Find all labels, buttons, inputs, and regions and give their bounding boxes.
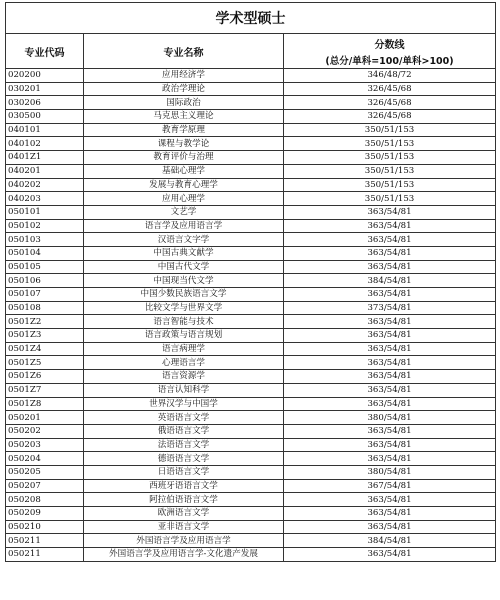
code-cell: 040203 bbox=[6, 192, 84, 206]
name-cell: 语言智能与技术 bbox=[84, 315, 284, 329]
code-cell: 050211 bbox=[6, 548, 84, 562]
score-cell: 363/54/81 bbox=[284, 507, 496, 521]
code-cell: 040202 bbox=[6, 178, 84, 192]
score-cell: 346/48/72 bbox=[284, 69, 496, 83]
header-score-sub: (总分/单科=100/单科>100) bbox=[325, 55, 454, 67]
name-cell: 发展与教育心理学 bbox=[84, 178, 284, 192]
table-title: 学术型硕士 bbox=[6, 3, 496, 34]
code-cell: 050107 bbox=[6, 288, 84, 302]
name-cell: 马克思主义理论 bbox=[84, 110, 284, 124]
table-row bbox=[6, 452, 496, 466]
score-cell: 326/45/68 bbox=[284, 110, 496, 124]
code-cell: 050104 bbox=[6, 246, 84, 260]
code-cell: 050205 bbox=[6, 465, 84, 479]
table-row bbox=[6, 123, 496, 137]
title-row bbox=[6, 3, 496, 34]
name-cell: 中国古代文学 bbox=[84, 260, 284, 274]
name-cell: 语言政策与语言规划 bbox=[84, 329, 284, 343]
score-cell: 373/54/81 bbox=[284, 301, 496, 315]
score-cell: 363/54/81 bbox=[284, 370, 496, 384]
score-cell: 350/51/153 bbox=[284, 151, 496, 165]
score-cell: 326/45/68 bbox=[284, 96, 496, 110]
score-cell: 380/54/81 bbox=[284, 465, 496, 479]
score-cell: 326/45/68 bbox=[284, 82, 496, 96]
header-score-label: 分数线 bbox=[374, 39, 405, 51]
table-row bbox=[6, 465, 496, 479]
code-cell: 0501Z8 bbox=[6, 397, 84, 411]
score-cell: 363/54/81 bbox=[284, 424, 496, 438]
code-cell: 020200 bbox=[6, 69, 84, 83]
code-cell: 0501Z7 bbox=[6, 383, 84, 397]
table-row bbox=[6, 69, 496, 83]
score-cell: 363/54/81 bbox=[284, 383, 496, 397]
score-cell: 363/54/81 bbox=[284, 219, 496, 233]
score-cell: 363/54/81 bbox=[284, 233, 496, 247]
score-table bbox=[5, 2, 496, 562]
table-row bbox=[6, 205, 496, 219]
name-cell: 法语语言文学 bbox=[84, 438, 284, 452]
table-row bbox=[6, 342, 496, 356]
code-cell: 050106 bbox=[6, 274, 84, 288]
score-cell: 363/54/81 bbox=[284, 356, 496, 370]
code-cell: 050207 bbox=[6, 479, 84, 493]
code-cell: 050102 bbox=[6, 219, 84, 233]
code-cell: 050108 bbox=[6, 301, 84, 315]
name-cell: 应用心理学 bbox=[84, 192, 284, 206]
score-cell: 363/54/81 bbox=[284, 520, 496, 534]
name-cell: 中国古典文献学 bbox=[84, 246, 284, 260]
code-cell: 050201 bbox=[6, 411, 84, 425]
code-cell: 0501Z3 bbox=[6, 329, 84, 343]
score-cell: 384/54/81 bbox=[284, 274, 496, 288]
score-cell: 350/51/153 bbox=[284, 178, 496, 192]
name-cell: 语言资源学 bbox=[84, 370, 284, 384]
code-cell: 0501Z6 bbox=[6, 370, 84, 384]
table-row bbox=[6, 356, 496, 370]
code-cell: 030201 bbox=[6, 82, 84, 96]
table-row bbox=[6, 96, 496, 110]
table-row bbox=[6, 82, 496, 96]
name-cell: 俄语语言文学 bbox=[84, 424, 284, 438]
table-body bbox=[6, 69, 496, 562]
score-cell: 380/54/81 bbox=[284, 411, 496, 425]
score-cell: 363/54/81 bbox=[284, 315, 496, 329]
code-cell: 050101 bbox=[6, 205, 84, 219]
code-cell: 030206 bbox=[6, 96, 84, 110]
name-cell: 基础心理学 bbox=[84, 164, 284, 178]
name-cell: 西班牙语语言文学 bbox=[84, 479, 284, 493]
table-row bbox=[6, 164, 496, 178]
name-cell: 教育评价与治理 bbox=[84, 151, 284, 165]
table-row bbox=[6, 233, 496, 247]
table-row bbox=[6, 438, 496, 452]
header-name: 专业名称 bbox=[84, 34, 284, 69]
code-cell: 050208 bbox=[6, 493, 84, 507]
table-row bbox=[6, 219, 496, 233]
code-cell: 040102 bbox=[6, 137, 84, 151]
score-cell: 363/54/81 bbox=[284, 329, 496, 343]
score-cell: 384/54/81 bbox=[284, 534, 496, 548]
name-cell: 阿拉伯语语言文学 bbox=[84, 493, 284, 507]
score-cell: 363/54/81 bbox=[284, 288, 496, 302]
code-cell: 040201 bbox=[6, 164, 84, 178]
name-cell: 课程与教学论 bbox=[84, 137, 284, 151]
score-cell: 363/54/81 bbox=[284, 260, 496, 274]
table-row bbox=[6, 493, 496, 507]
table-row bbox=[6, 520, 496, 534]
score-cell: 363/54/81 bbox=[284, 246, 496, 260]
table-row bbox=[6, 397, 496, 411]
code-cell: 050211 bbox=[6, 534, 84, 548]
name-cell: 比较文学与世界文学 bbox=[84, 301, 284, 315]
name-cell: 汉语言文字学 bbox=[84, 233, 284, 247]
score-cell: 350/51/153 bbox=[284, 137, 496, 151]
table-row bbox=[6, 192, 496, 206]
name-cell: 语言学及应用语言学 bbox=[84, 219, 284, 233]
table-row bbox=[6, 370, 496, 384]
score-cell: 363/54/81 bbox=[284, 438, 496, 452]
score-cell: 363/54/81 bbox=[284, 548, 496, 562]
table-row bbox=[6, 110, 496, 124]
name-cell: 中国少数民族语言文学 bbox=[84, 288, 284, 302]
table-row bbox=[6, 260, 496, 274]
name-cell: 语言认知科学 bbox=[84, 383, 284, 397]
name-cell: 英语语言文学 bbox=[84, 411, 284, 425]
table-row bbox=[6, 383, 496, 397]
table-row bbox=[6, 534, 496, 548]
name-cell: 文艺学 bbox=[84, 205, 284, 219]
code-cell: 050105 bbox=[6, 260, 84, 274]
name-cell: 政治学理论 bbox=[84, 82, 284, 96]
code-cell: 030500 bbox=[6, 110, 84, 124]
name-cell: 教育学原理 bbox=[84, 123, 284, 137]
score-cell: 350/51/153 bbox=[284, 123, 496, 137]
table-row bbox=[6, 411, 496, 425]
table-row bbox=[6, 479, 496, 493]
code-cell: 0501Z4 bbox=[6, 342, 84, 356]
code-cell: 050202 bbox=[6, 424, 84, 438]
code-cell: 050204 bbox=[6, 452, 84, 466]
table-row bbox=[6, 507, 496, 521]
table-row bbox=[6, 151, 496, 165]
code-cell: 050210 bbox=[6, 520, 84, 534]
header-code: 专业代码 bbox=[6, 34, 84, 69]
name-cell: 德语语言文学 bbox=[84, 452, 284, 466]
table-row bbox=[6, 178, 496, 192]
code-cell: 050103 bbox=[6, 233, 84, 247]
code-cell: 050203 bbox=[6, 438, 84, 452]
name-cell: 世界汉学与中国学 bbox=[84, 397, 284, 411]
score-cell: 350/51/153 bbox=[284, 192, 496, 206]
header-row bbox=[6, 34, 496, 69]
code-cell: 0501Z5 bbox=[6, 356, 84, 370]
code-cell: 0401Z1 bbox=[6, 151, 84, 165]
table-row bbox=[6, 137, 496, 151]
table-row bbox=[6, 315, 496, 329]
table-row bbox=[6, 301, 496, 315]
table-row bbox=[6, 274, 496, 288]
score-table-sheet bbox=[5, 2, 495, 562]
code-cell: 0501Z2 bbox=[6, 315, 84, 329]
score-cell: 363/54/81 bbox=[284, 205, 496, 219]
name-cell: 外国语言学及应用语言学-文化遗产发展 bbox=[84, 548, 284, 562]
table-row bbox=[6, 288, 496, 302]
code-cell: 040101 bbox=[6, 123, 84, 137]
name-cell: 应用经济学 bbox=[84, 69, 284, 83]
name-cell: 日语语言文学 bbox=[84, 465, 284, 479]
name-cell: 国际政治 bbox=[84, 96, 284, 110]
score-cell: 363/54/81 bbox=[284, 452, 496, 466]
name-cell: 欧洲语言文学 bbox=[84, 507, 284, 521]
name-cell: 语言病理学 bbox=[84, 342, 284, 356]
name-cell: 外国语言学及应用语言学 bbox=[84, 534, 284, 548]
score-cell: 363/54/81 bbox=[284, 342, 496, 356]
score-cell: 367/54/81 bbox=[284, 479, 496, 493]
name-cell: 中国现当代文学 bbox=[84, 274, 284, 288]
header-score bbox=[284, 34, 496, 69]
code-cell: 050209 bbox=[6, 507, 84, 521]
score-cell: 363/54/81 bbox=[284, 397, 496, 411]
table-row bbox=[6, 329, 496, 343]
name-cell: 亚非语言文学 bbox=[84, 520, 284, 534]
score-cell: 363/54/81 bbox=[284, 493, 496, 507]
table-row bbox=[6, 246, 496, 260]
score-cell: 350/51/153 bbox=[284, 164, 496, 178]
table-row bbox=[6, 548, 496, 562]
name-cell: 心理语言学 bbox=[84, 356, 284, 370]
table-row bbox=[6, 424, 496, 438]
